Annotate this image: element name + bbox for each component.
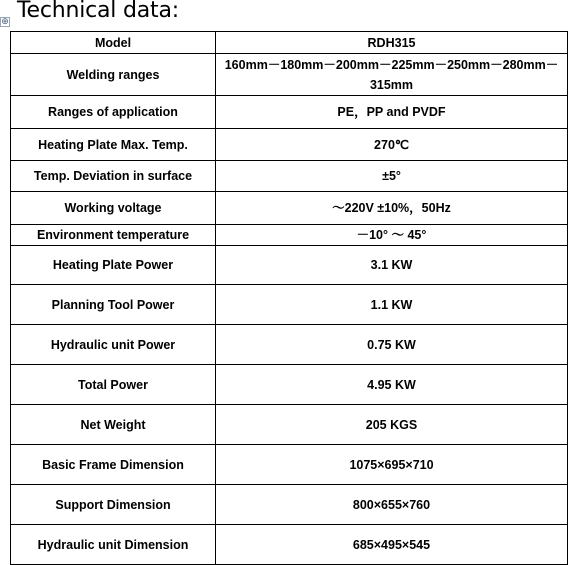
table-row-hydraulic-unit-power [11, 325, 568, 365]
row-label: Total Power [11, 365, 216, 405]
row-value: 3.1 KW [216, 246, 568, 285]
row-label: Net Weight [11, 405, 216, 445]
row-label: Welding ranges [11, 54, 216, 96]
table-row-environment-temperature [11, 225, 568, 246]
row-value: 1.1 KW [216, 285, 568, 325]
row-value: 800×655×760 [216, 485, 568, 525]
row-label: Planning Tool Power [11, 285, 216, 325]
table-row-temp-deviation [11, 161, 568, 192]
table-row-heating-plate-max-temp [11, 129, 568, 161]
table-row-heating-plate-power [11, 246, 568, 285]
row-value: 1075×695×710 [216, 445, 568, 485]
row-value: 685×495×545 [216, 525, 568, 565]
table-row-ranges-of-application [11, 96, 568, 129]
row-label: Working voltage [11, 192, 216, 225]
row-value: ～220V ±10%，50Hz [216, 192, 568, 225]
row-value: 205 KGS [216, 405, 568, 445]
row-value: 0.75 KW [216, 325, 568, 365]
table-row-working-voltage [11, 192, 568, 225]
row-value: 4.95 KW [216, 365, 568, 405]
row-label: Ranges of application [11, 96, 216, 129]
page-title: Technical data: [17, 0, 179, 23]
row-value: －10° ～ 45° [216, 225, 568, 246]
technical-data-table [10, 31, 568, 565]
table-move-handle-icon[interactable]: ⊕ [1, 17, 9, 27]
row-label: Support Dimension [11, 485, 216, 525]
table-row-total-power [11, 365, 568, 405]
row-value: RDH315 [216, 32, 568, 54]
table-row-planning-tool-power [11, 285, 568, 325]
row-label: Basic Frame Dimension [11, 445, 216, 485]
table-row-basic-frame-dimension [11, 445, 568, 485]
row-label: Temp. Deviation in surface [11, 161, 216, 192]
row-label: Heating Plate Max. Temp. [11, 129, 216, 161]
row-label: Hydraulic unit Power [11, 325, 216, 365]
row-value: 160mm－180mm－200mm－225mm－250mm－280mm－315mm [216, 54, 568, 96]
table-row-hydraulic-unit-dimension [11, 525, 568, 565]
table-row-model [11, 32, 568, 54]
row-value: PE，PP and PVDF [216, 96, 568, 129]
table-row-support-dimension [11, 485, 568, 525]
row-label: Hydraulic unit Dimension [11, 525, 216, 565]
row-label: Heating Plate Power [11, 246, 216, 285]
row-label: Model [11, 32, 216, 54]
table-row-net-weight [11, 405, 568, 445]
row-value: ±5° [216, 161, 568, 192]
table-row-welding-ranges [11, 54, 568, 96]
row-value: 270℃ [216, 129, 568, 161]
row-label: Environment temperature [11, 225, 216, 246]
